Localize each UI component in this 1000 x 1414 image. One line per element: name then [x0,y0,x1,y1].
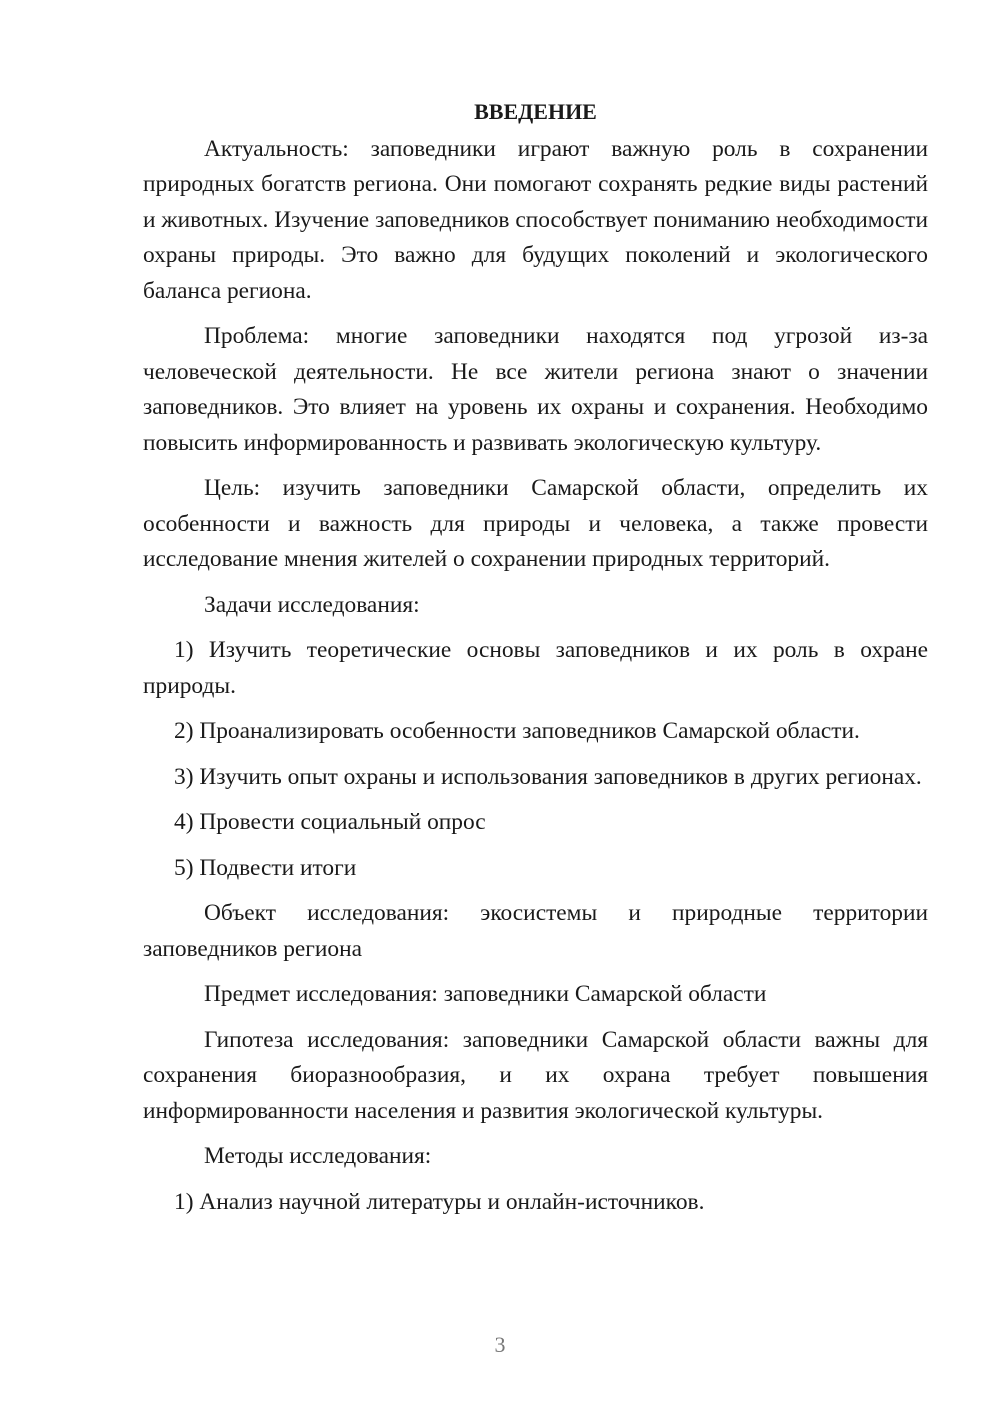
task-item-3: 3) Изучить опыт охраны и использования заповедников в других регионах. [174,763,922,790]
task-item-2: 2) Проанализировать особенности заповедников Самарской области. [174,718,860,744]
subject-paragraph: Предмет исследования: заповедники Самарской области [204,981,767,1007]
tasks-heading: Задачи исследования: [204,591,420,618]
hypothesis-paragraph: Гипотеза исследования: заповедники Самарской области важны для сохранения биоразнообразия, и их охрана требует повышения информированности населения и развития экологической культуры. [143,1026,928,1124]
problem-paragraph: Проблема: многие заповедники находятся под угрозой из-за человеческой деятельности. Не все жители региона знают о значении заповедников. Это влияет на уровень их охраны и сохранения. Необходимо повысить информированность и развивать экологическую культуру. [143,323,928,456]
relevance-paragraph: Актуальность: заповедники играют важную роль в сохранении природных богатств региона. Они помогают сохранять редкие виды растений и животных. Изучение заповедников способствует пониманию необходимости охраны природы. Это важно для будущих поколений и экологического баланса региона. [143,135,928,304]
goal-paragraph: Цель: изучить заповедники Самарской области, определить их особенности и важность для природы и человека, а также провести исследование мнения жителей о сохранении природных территорий. [143,475,928,572]
task-item-4: 4) Провести социальный опрос [174,809,486,835]
methods-heading: Методы исследования: [204,1143,432,1169]
task-item-5: 5) Подвести итоги [174,854,357,881]
object-paragraph: Объект исследования: экосистемы и природные территории заповедников региона [143,900,928,962]
page-title: ВВЕДЕНИЕ [474,99,597,124]
method-item-1: 1) Анализ научной литературы и онлайн-источников. [174,1188,705,1215]
document-page [143,94,928,1230]
task-item-1: 1) Изучить теоретические основы заповедников и их роль в охране природы. [143,637,928,699]
page-number: 3 [494,1332,506,1357]
